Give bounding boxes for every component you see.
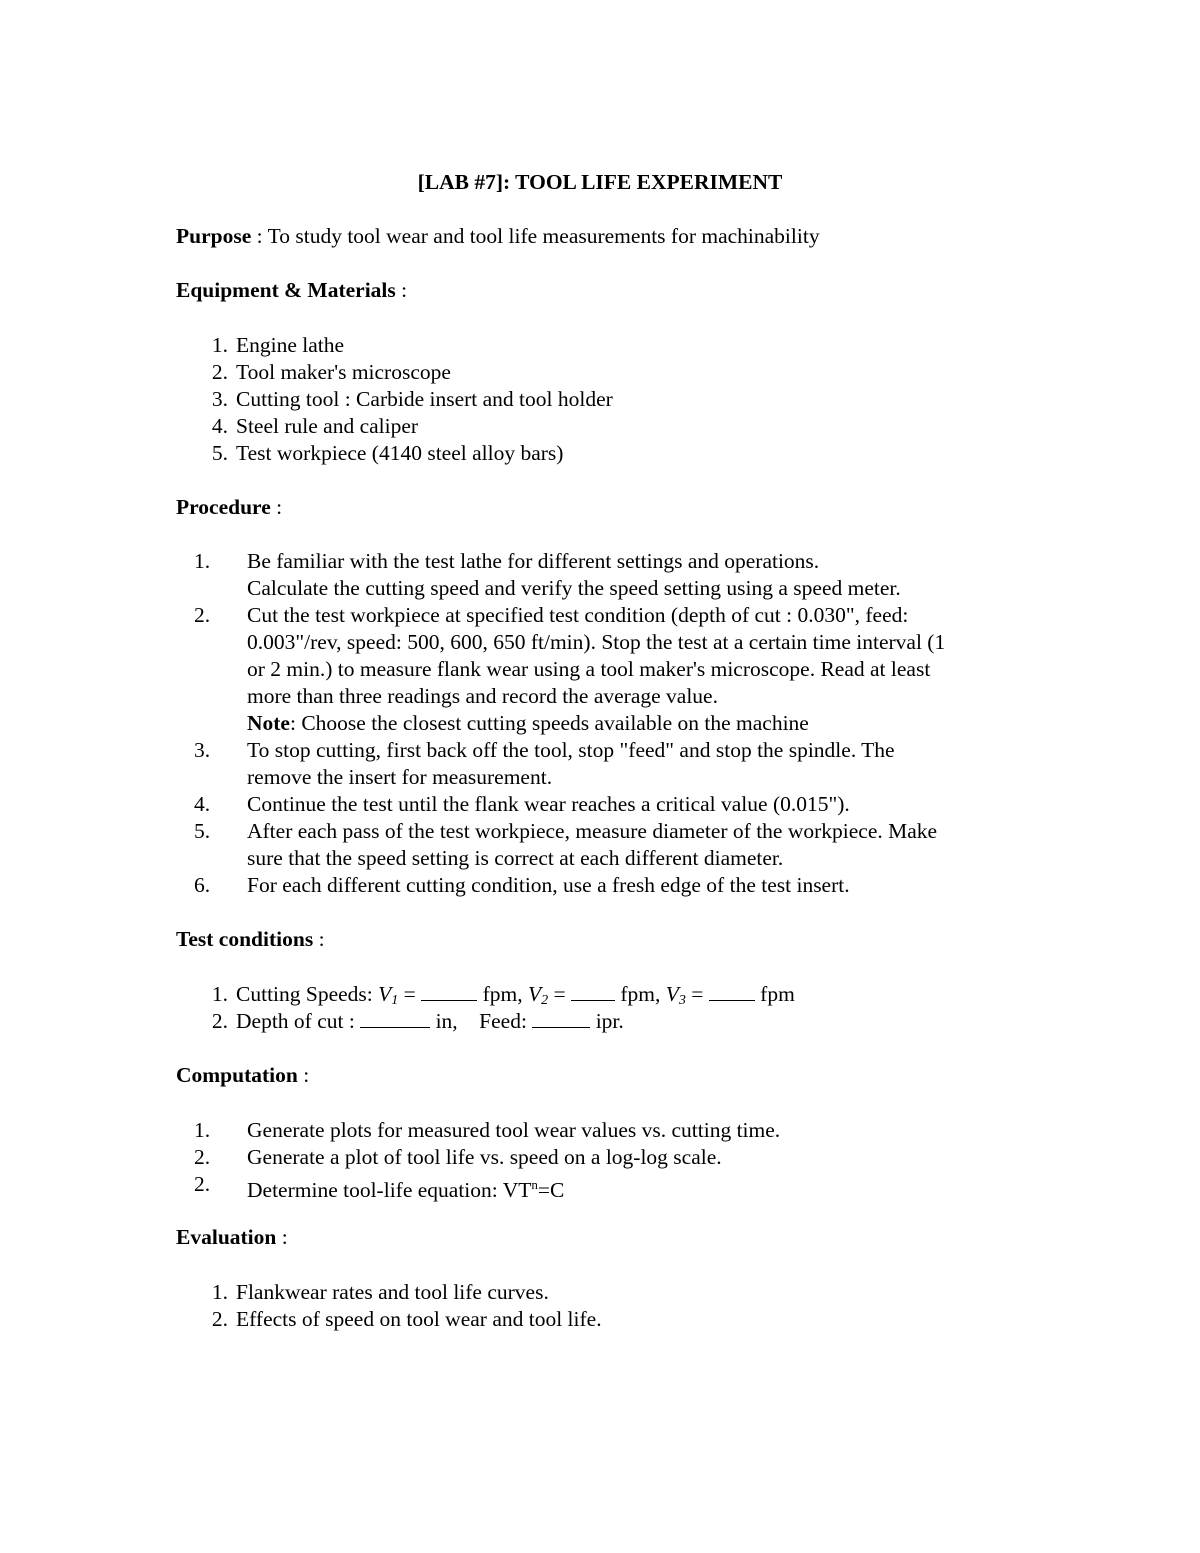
- computation-item-number: 2.: [194, 1145, 211, 1169]
- equipment-sep: :: [395, 278, 408, 302]
- computation-item: Generate a plot of tool life vs. speed on a log-log scale.: [247, 1145, 722, 1169]
- procedure-item-number: 5.: [194, 819, 211, 843]
- test-conditions-label: Test conditions: [176, 927, 314, 951]
- equipment-item-number: 2.: [211, 360, 228, 384]
- note-label: Note: [247, 711, 290, 735]
- equation-text: Determine tool-life equation: VT: [247, 1178, 532, 1202]
- v3-blank[interactable]: [709, 982, 755, 1001]
- procedure-line: For each different cutting condition, use a fresh edge of the test insert.: [247, 873, 850, 897]
- equation-tail: =C: [537, 1178, 565, 1202]
- test-condition-number: 2.: [211, 1009, 228, 1033]
- equipment-heading: [176, 277, 407, 304]
- v3-subscript: 3: [678, 993, 686, 1008]
- equipment-label: Equipment & Materials: [176, 278, 396, 302]
- equals-sign: =: [548, 982, 571, 1006]
- cutting-speeds-label: Cutting Speeds:: [236, 982, 379, 1006]
- procedure-line: remove the insert for measurement.: [247, 765, 553, 789]
- v2-blank[interactable]: [571, 982, 615, 1001]
- v1-subscript: 1: [391, 993, 399, 1008]
- depth-of-cut-label: Depth of cut :: [236, 1009, 361, 1033]
- evaluation-label: Evaluation: [176, 1225, 277, 1249]
- equals-sign: =: [685, 982, 709, 1006]
- equipment-item: Engine lathe: [236, 333, 345, 357]
- unit-fpm: fpm,: [477, 982, 528, 1006]
- procedure-item-number: 1.: [194, 549, 211, 573]
- purpose-text: To study tool wear and tool life measurements for machinability: [267, 224, 820, 248]
- computation-sep: :: [297, 1063, 310, 1087]
- computation-item: [247, 1171, 564, 1204]
- computation-item-number: 2.: [194, 1172, 211, 1196]
- procedure-item-number: 6.: [194, 873, 211, 897]
- note-text: : Choose the closest cutting speeds available on the machine: [289, 711, 809, 735]
- procedure-sep: :: [270, 495, 283, 519]
- procedure-line: more than three readings and record the average value.: [247, 684, 718, 708]
- evaluation-item-number: 1.: [211, 1280, 228, 1304]
- procedure-line: To stop cutting, first back off the tool, stop "feed" and stop the spindle. The: [247, 738, 895, 762]
- v3-symbol: V: [665, 982, 679, 1006]
- equipment-item: Tool maker's microscope: [236, 360, 451, 384]
- evaluation-item: Effects of speed on tool wear and tool life.: [236, 1307, 602, 1331]
- feed-blank[interactable]: [532, 1009, 590, 1028]
- equipment-item: Cutting tool : Carbide insert and tool holder: [236, 387, 613, 411]
- depth-of-cut-blank[interactable]: [360, 1009, 430, 1028]
- equipment-item: Steel rule and caliper: [236, 414, 419, 438]
- computation-heading: [176, 1062, 309, 1089]
- procedure-note: [247, 710, 809, 737]
- equipment-item-number: 5.: [211, 441, 228, 465]
- computation-item: Generate plots for measured tool wear values vs. cutting time.: [247, 1118, 781, 1142]
- unit-ipr: ipr.: [590, 1009, 624, 1033]
- document-title: [LAB #7]: TOOL LIFE EXPERIMENT: [417, 170, 783, 194]
- computation-label: Computation: [176, 1063, 298, 1087]
- test-condition-number: 1.: [211, 982, 228, 1006]
- purpose-label: Purpose: [176, 224, 252, 248]
- equipment-item-number: 1.: [211, 333, 228, 357]
- evaluation-sep: :: [276, 1225, 288, 1249]
- depth-feed-line: [236, 1008, 624, 1035]
- v1-symbol: V: [378, 982, 392, 1006]
- procedure-heading: [176, 494, 282, 521]
- purpose-line: [176, 223, 820, 250]
- procedure-line: Be familiar with the test lathe for different settings and operations.: [247, 549, 820, 573]
- equipment-item: Test workpiece (4140 steel alloy bars): [236, 441, 564, 465]
- procedure-line: 0.003"/rev, speed: 500, 600, 650 ft/min). Stop the test at a certain time interval (1: [247, 630, 946, 654]
- purpose-sep: :: [251, 224, 268, 248]
- computation-item-number: 1.: [194, 1118, 211, 1142]
- test-conditions-heading: [176, 926, 325, 953]
- procedure-line: or 2 min.) to measure flank wear using a tool maker's microscope. Read at least: [247, 657, 931, 681]
- test-conditions-sep: :: [313, 927, 325, 951]
- feed-label: in, Feed:: [430, 1009, 533, 1033]
- evaluation-item-number: 2.: [211, 1307, 228, 1331]
- equipment-item-number: 3.: [211, 387, 228, 411]
- procedure-line: Cut the test workpiece at specified test condition (depth of cut : 0.030", feed:: [247, 603, 909, 627]
- equals-sign: =: [398, 982, 422, 1006]
- evaluation-item: Flankwear rates and tool life curves.: [236, 1280, 549, 1304]
- v2-subscript: 2: [541, 993, 549, 1008]
- procedure-line: Continue the test until the flank wear reaches a critical value (0.015").: [247, 792, 850, 816]
- procedure-line: After each pass of the test workpiece, measure diameter of the workpiece. Make: [247, 819, 938, 843]
- equipment-item-number: 4.: [211, 414, 228, 438]
- equation-exponent: n: [531, 1177, 538, 1192]
- procedure-item-number: 3.: [194, 738, 211, 762]
- procedure-item-number: 4.: [194, 792, 211, 816]
- unit-fpm: fpm: [754, 982, 795, 1006]
- procedure-line: sure that the speed setting is correct at each different diameter.: [247, 846, 784, 870]
- unit-fpm: fpm,: [614, 982, 666, 1006]
- evaluation-heading: [176, 1224, 288, 1251]
- v1-blank[interactable]: [421, 982, 477, 1001]
- procedure-line: Calculate the cutting speed and verify the speed setting using a speed meter.: [247, 576, 901, 600]
- procedure-item-number: 2.: [194, 603, 211, 627]
- procedure-label: Procedure: [176, 495, 271, 519]
- v2-symbol: V: [527, 982, 542, 1006]
